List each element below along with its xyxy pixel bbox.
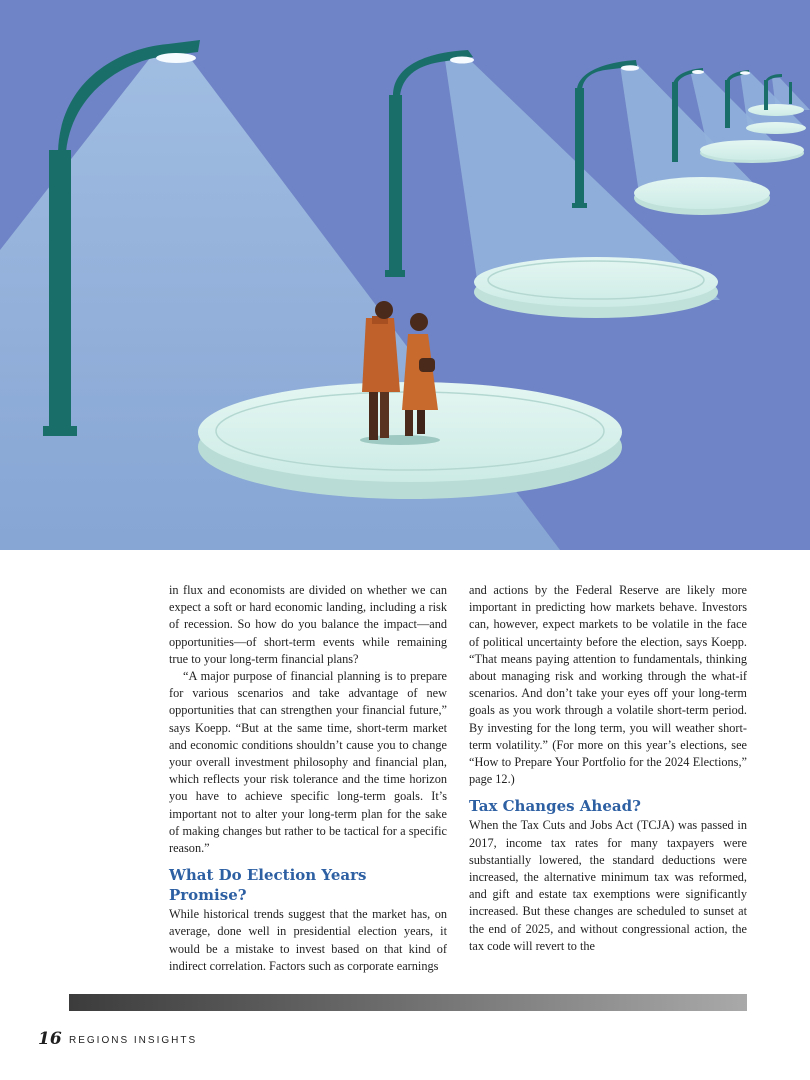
publication-name: REGIONS INSIGHTS: [69, 1035, 198, 1046]
footer-bar: [69, 994, 747, 1011]
subheading-election-years: What Do Election Years Promise?: [169, 866, 367, 905]
paragraph: While historical trends suggest that the market has, on average, done well in presidential election years, it would be a mistake to invest based on that kind of indirect correlation. Factors such as corporate earnings: [169, 907, 447, 973]
platform: [748, 104, 804, 116]
subheading-tax-changes: Tax Changes Ahead?: [469, 797, 641, 816]
paragraph: in flux and economists are divided on whether we can expect a soft or hard economic landing, including a risk of recession. So how do you balance the impact—and opportunities—of short-term events while remaining true to your long-term financial plans?: [169, 583, 447, 666]
platform: [634, 177, 770, 209]
article-column-left: [169, 582, 447, 975]
paragraph: and actions by the Federal Reserve are likely more important in predicting how markets behave. Investors can, however, expect markets to be volatile in the face of political uncertainty before the election, says Koepp. “That means paying attention to fundamentals, thinking about managing risk and working through the what-if scenarios. And don’t take your eyes off your long-term goals as you work through a volatile short-term period. By investing for the long term, you will weather short-term volatility.” (For more on this year’s elections, see “How to Prepare Your Portfolio for the 2024 Elections,” page 12.): [469, 583, 747, 787]
paragraph: When the Tax Cuts and Jobs Act (TCJA) was passed in 2017, income tax rates for many taxpayers were substantially lowered, the standard deductions were increased, the alternative minimum tax was reformed, and gift and estate tax exemptions were significantly increased. But these changes are scheduled to sunset at the end of 2025, and without congressional action, the tax code will revert to the: [469, 818, 747, 953]
paragraph: “A major purpose of financial planning is to prepare for various scenarios and take advantage of new opportunities that can strengthen your financial future,” says Koepp. “But at the same time, short-term market and economic conditions shouldn’t cause you to change your overall investment philosophy and financial plan, which reflects your risk tolerance and the time horizon you have to achieve specific long-term goals. It’s important not to alter your long-term plan for the sake of making changes but rather to be tactical for a specific reason.”: [169, 669, 447, 856]
platform: [746, 122, 806, 134]
platform: [700, 140, 804, 160]
article-column-right: [469, 582, 747, 955]
page-number: 16: [38, 1029, 62, 1049]
